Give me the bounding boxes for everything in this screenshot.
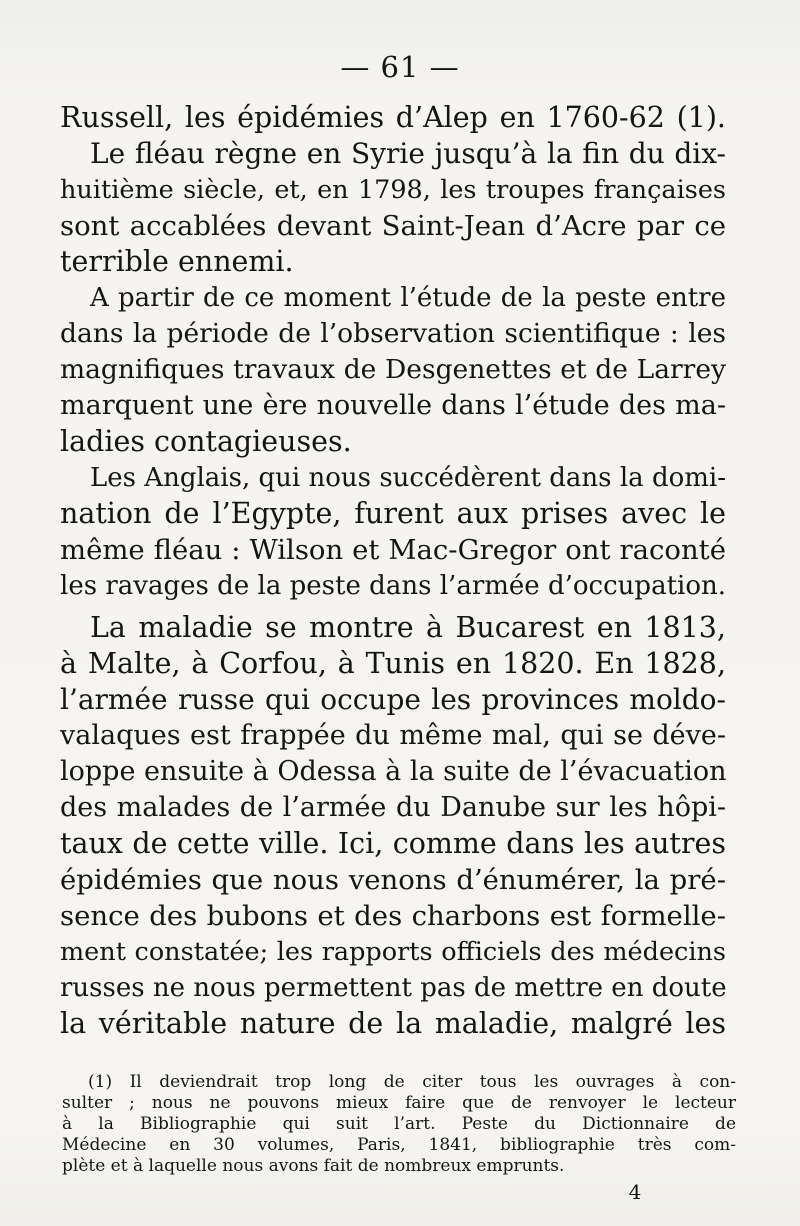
body-line-14: les ravages de la peste dans l’armée d’occupation. xyxy=(60,571,726,601)
body-line-3: huitième siècle, et, en 1798, les troupes françaises xyxy=(60,175,726,205)
body-line-6: A partir de ce moment l’étude de la peste entre xyxy=(90,283,726,313)
body-line-17: l’armée russe qui occupe les provinces moldo- xyxy=(60,683,726,716)
signature-mark: 4 xyxy=(628,1180,642,1204)
body-line-10: ladies contagieuses. xyxy=(60,425,352,458)
body-line-4: sont accablées devant Saint-Jean d’Acre par ce xyxy=(60,210,726,242)
footnote-line-5: plète et à laquelle nous avons fait de nombreux emprunts. xyxy=(62,1156,565,1176)
body-line-19: loppe ensuite à Odessa à la suite de l’évacuation xyxy=(60,756,727,787)
body-line-1: Russell, les épidémies d’Alep en 1760-62 (1). xyxy=(60,101,726,134)
body-line-8: magnifiques travaux de Desgenettes et de Larrey xyxy=(60,354,726,385)
body-line-9: marquent une ère nouvelle dans l’étude des ma- xyxy=(60,390,726,421)
body-line-25: russes ne nous permettent pas de mettre en doute xyxy=(60,973,727,1003)
footnote-line-3: à la Bibliographie qui suit l’art. Peste du Dictionnaire de xyxy=(62,1114,736,1134)
body-line-22: épidémies que nous venons d’énumérer, la pré- xyxy=(60,864,726,896)
body-line-23: sence des bubons et des charbons est formelle- xyxy=(60,900,726,932)
body-line-15: La maladie se montre à Bucarest en 1813, xyxy=(90,611,726,644)
body-line-5: terrible ennemi. xyxy=(60,245,294,278)
footnote-line-4: Médecine en 30 volumes, Paris, 1841, bibliographie très com- xyxy=(62,1135,736,1155)
body-line-7: dans la période de l’observation scientifique : les xyxy=(60,318,726,349)
body-line-24: ment constatée; les rapports officiels des médecins xyxy=(60,937,726,967)
footnote-line-1: (1) Il deviendrait trop long de citer tous les ouvrages à con- xyxy=(88,1072,736,1092)
body-line-11: Les Anglais, qui nous succédèrent dans la domi- xyxy=(90,463,726,493)
body-line-26: la véritable nature de la maladie, malgré les xyxy=(60,1007,726,1040)
footnote-line-2: sulter ; nous ne pouvons mieux faire que de renvoyer le lecteur xyxy=(62,1093,736,1113)
body-line-13: même fléau : Wilson et Mac-Gregor ont raconté xyxy=(60,534,726,566)
body-line-16: à Malte, à Corfou, à Tunis en 1820. En 1828, xyxy=(60,647,726,680)
body-line-18: valaques est frappée du même mal, qui se déve- xyxy=(60,720,726,751)
body-line-20: des malades de l’armée du Danube sur les hôpi- xyxy=(60,792,726,823)
body-line-21: taux de cette ville. Ici, comme dans les autres xyxy=(60,827,726,860)
page-number: — 61 — xyxy=(340,50,460,84)
body-line-2: Le fléau règne en Syrie jusqu’à la fin du dix- xyxy=(90,137,726,170)
body-line-12: nation de l’Egypte, furent aux prises avec le xyxy=(60,497,726,530)
